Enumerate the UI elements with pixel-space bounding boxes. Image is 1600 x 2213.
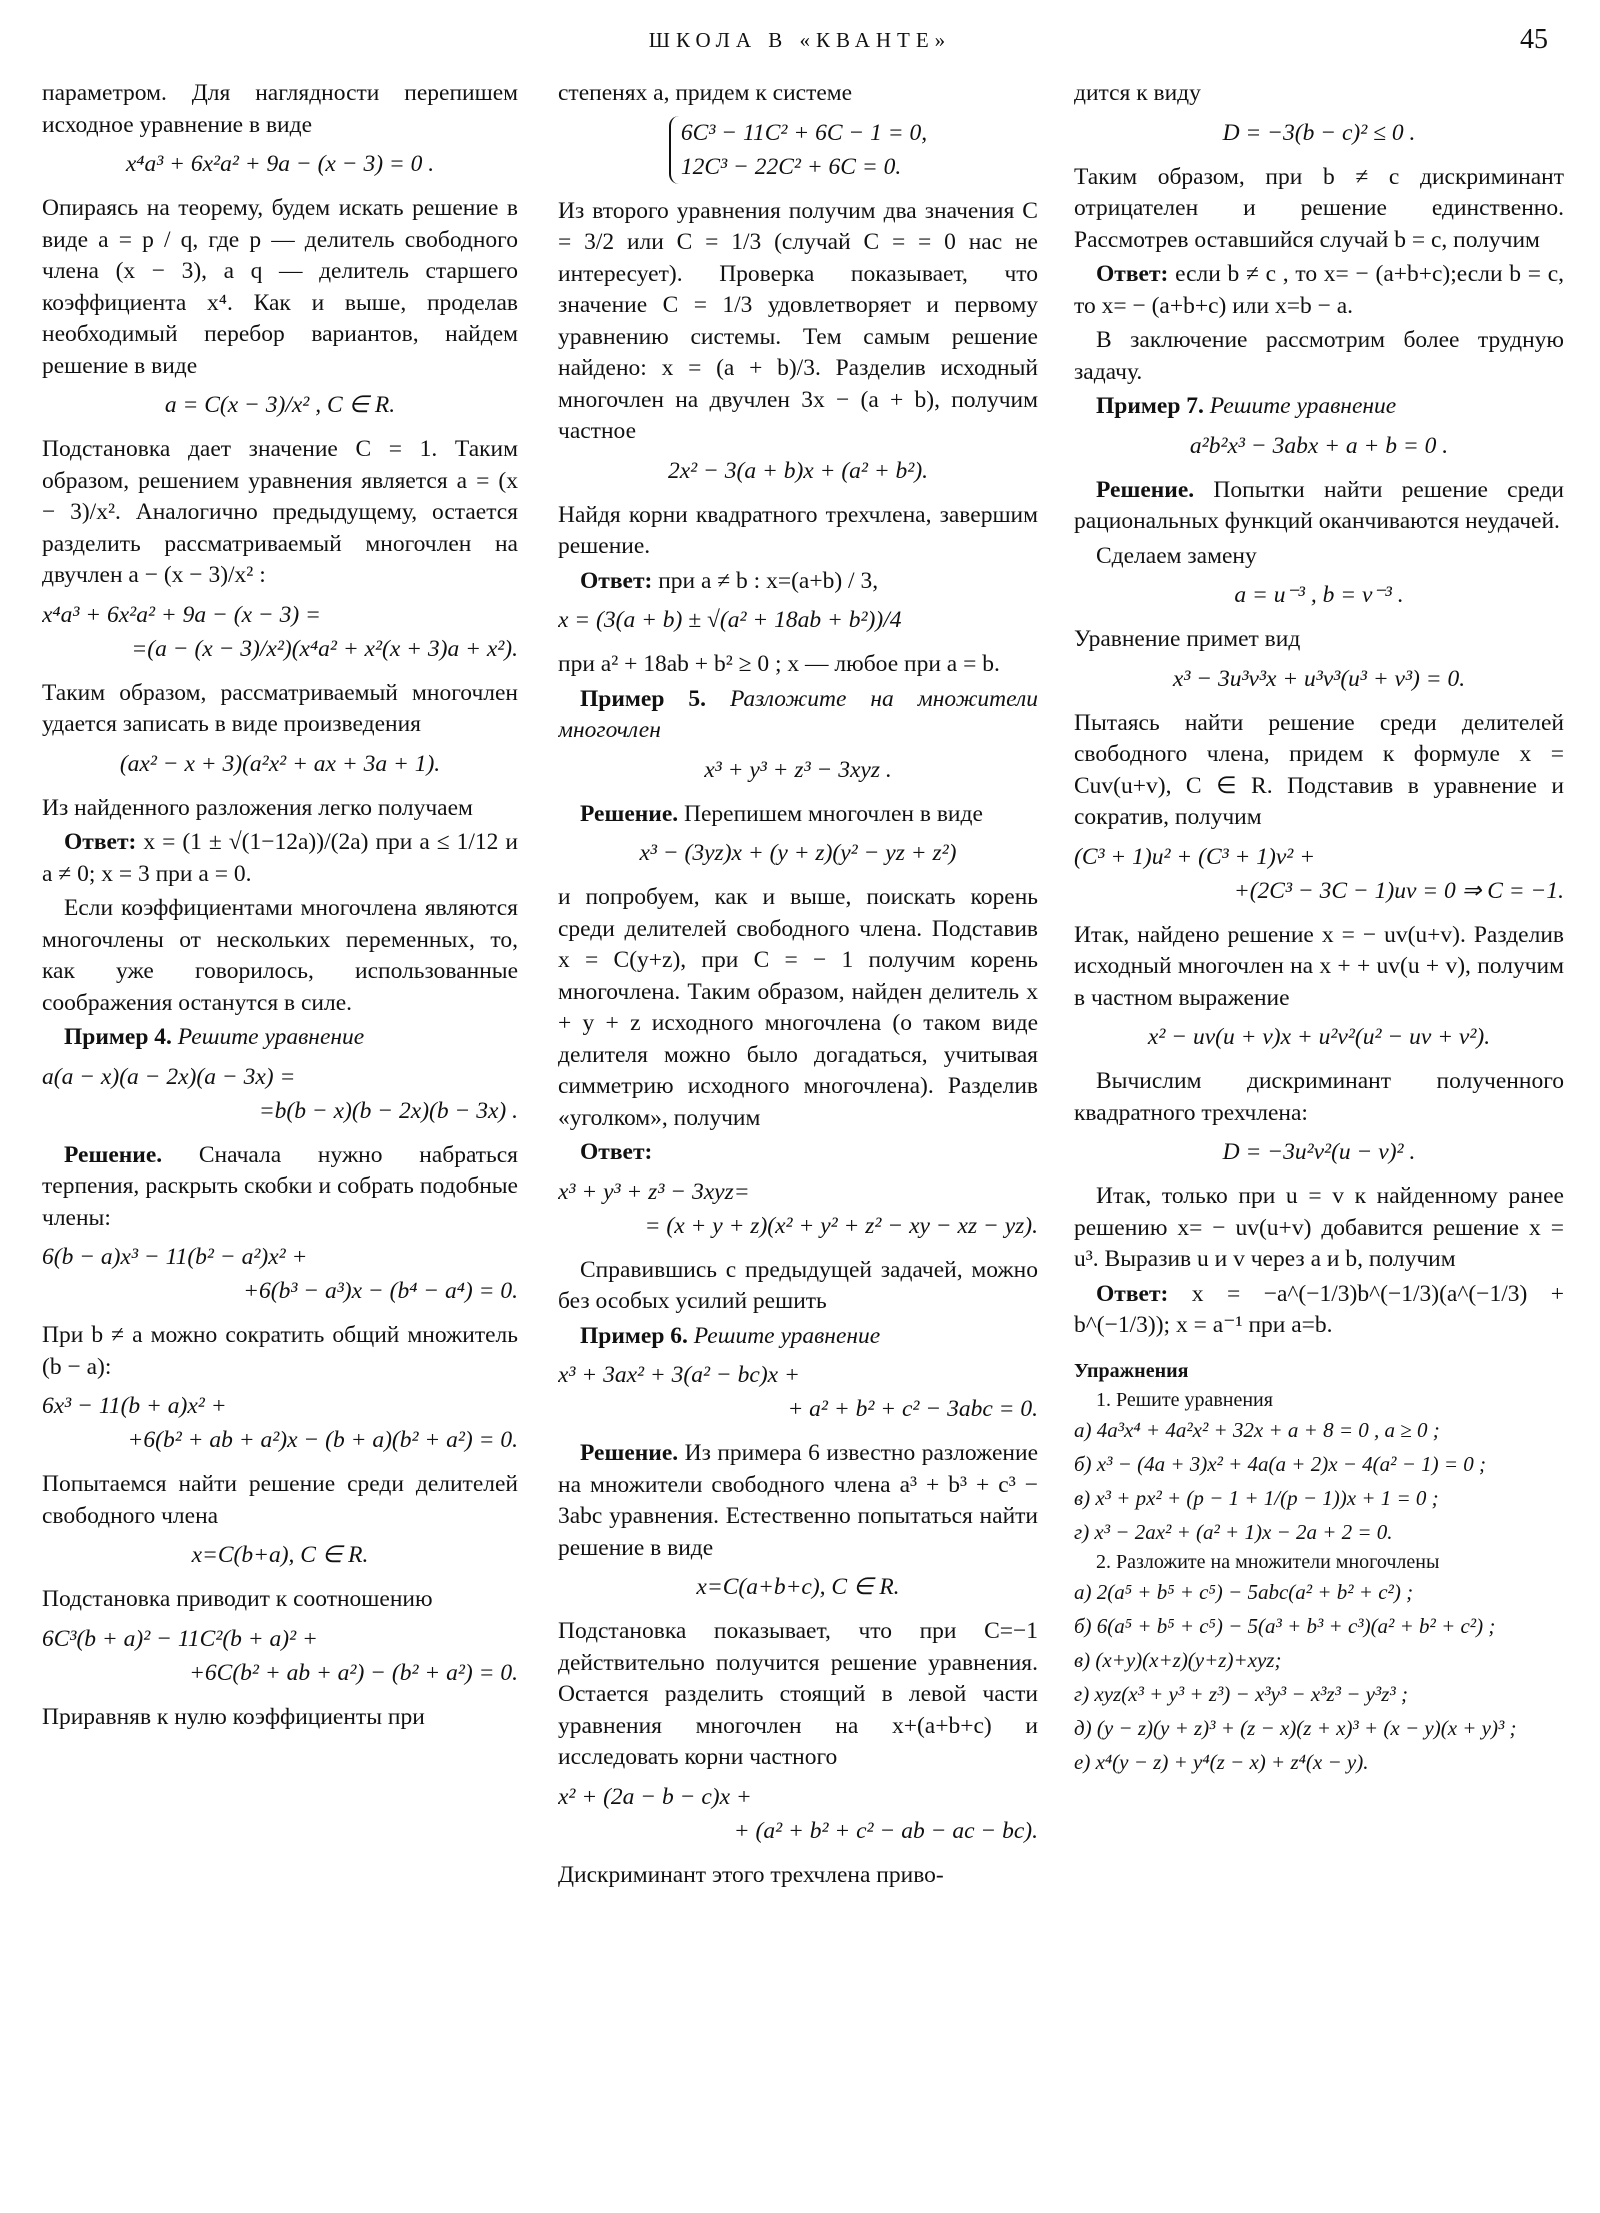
equation: x = (3(a + b) ± √(a² + 18ab + b²))/4 — [558, 607, 902, 633]
paragraph: и попробуем, как и выше, поискать корень среди делителей свободного члена. Подставив x = C(y+z), при C = − 1 получим корень многочлена. Таким образом, найден делитель x + y + z исходного многочлена (о таком виде делителя можно было догадаться, учитывая симметрию исходного многочлена). Разделив «уголком», получим — [558, 884, 1038, 1131]
answer-text: x = −a^(−1/3)b^(−1/3)(a^(−1/3) + b^(−1/3)); x = a⁻¹ при a=b. — [1074, 1280, 1564, 1338]
exercise-item: а) 4a³x⁴ + 4a²x² + 32x + a + 8 = 0 , a ≥ 0 ; — [1074, 1418, 1440, 1442]
equation-line: (C³ + 1)u² + (C³ + 1)v² + — [1074, 843, 1316, 870]
equation-line: 6C³ − 11C² + 6C − 1 = 0, — [680, 119, 928, 146]
example-text: Решите уравнение — [1209, 393, 1397, 419]
answer — [42, 827, 518, 890]
answer-text: x = (1 ± √(1−12a))/(2a) при a ≤ 1/12 и a ≠ 0; x = 3 при a = 0. — [42, 829, 518, 887]
equation-line: + a² + b² + c² − 3abc = 0. — [787, 1396, 1038, 1422]
paragraph: При b ≠ a можно сократить общий множитель (b − a): — [42, 1322, 518, 1380]
paragraph: Справившись с предыдущей задачей, можно без особых усилий решить — [558, 1256, 1038, 1314]
equation: a²b²x³ − 3abx + a + b = 0 . — [1189, 432, 1449, 459]
paragraph: дится к виду — [1074, 80, 1201, 106]
example-text: Решите уравнение — [693, 1322, 881, 1349]
equation-line: 6C³(b + a)² − 11C²(b + a)² + — [42, 1625, 318, 1652]
equation: x=C(a+b+c), C ∈ R. — [696, 1574, 900, 1600]
equation — [1074, 840, 1564, 908]
example-label: Пример 4. — [64, 1024, 172, 1050]
paragraph: Дискриминант этого трехчлена приво- — [558, 1861, 944, 1888]
equation: a = u⁻³ , b = v⁻³ . — [1234, 582, 1404, 608]
equation: x=C(b+a), C ∈ R. — [191, 1542, 369, 1568]
equation: x² − uv(u + v)x + u²v²(u² − uv + v²). — [1147, 1024, 1491, 1050]
solution-text: Из примера 6 известно разложение на множители свободного члена a³ + b³ + c³ − 3abc уравнения. Естественно попытаться найти решение в виде — [558, 1440, 1038, 1561]
paragraph: Итак, только при u = v к найденному ранее решению x= − uv(u+v) добавится решение x = u³. Выразив u и v через a и b, получим — [1074, 1183, 1564, 1272]
solution — [558, 799, 1038, 831]
solution — [42, 1140, 518, 1235]
equation-line: + (a² + b² + c² − ab − ac − bc). — [733, 1817, 1038, 1844]
equation — [558, 1175, 1038, 1243]
paragraph: Попытаемся найти решение среди делителей свободного члена — [42, 1471, 518, 1529]
example-text: Разложите на множители многочлен — [558, 685, 1038, 743]
solution-text: Сначала нужно набраться терпения, раскрыть скобки и собрать подобные члены: — [42, 1141, 518, 1231]
paragraph: Из второго уравнения получим два значения C = 3/2 или C = 1/3 (случай C = = 0 нас не интересует). Проверка показывает, что значение C = 1/3 удовлетворяет и первому уравнению системы. Тем самым решение найдено: x = (a + b)/3. Разделив исходный многочлен на двучлен 3x − (a + b), получим частное — [558, 197, 1038, 444]
paragraph: степенях a, придем к системе — [558, 80, 853, 106]
paragraph: Таким образом, при b ≠ c дискриминант отрицателен и решение единственно. Рассмотрев оставшийся случай b = c, получим — [1074, 163, 1564, 253]
answer-text: при a ≠ b : x=(a+b) / 3, — [658, 567, 879, 594]
equation: x⁴a³ + 6x²a² + 9a − (x − 3) = 0 . — [125, 151, 435, 177]
answer — [1074, 1279, 1564, 1342]
paragraph: В заключение рассмотрим более трудную задачу. — [1074, 327, 1564, 385]
answer-label: Ответ: — [580, 567, 653, 594]
equation-line: x² + (2a − b − c)x + — [558, 1783, 752, 1810]
example-heading — [42, 1022, 518, 1054]
solution-label: Решение. — [64, 1141, 163, 1168]
exercise-item: г) x³ − 2ax² + (a² + 1)x − 2a + 2 = 0. — [1074, 1520, 1393, 1544]
solution-text: Попытки найти решение среди рациональных функций оканчиваются неудачей. — [1074, 476, 1564, 534]
equation: x³ − 3u³v³x + u³v³(u³ + v³) = 0. — [1172, 665, 1466, 692]
example-heading — [558, 684, 1038, 747]
equation-line: x⁴a³ + 6x²a² + 9a − (x − 3) = — [42, 601, 321, 628]
example-text: Решите уравнение — [177, 1024, 365, 1050]
paragraph: Опираясь на теорему, будем искать решение в виде a = p / q, где p — делитель свободного члена (x − 3), а q — делитель старшего коэффициента x⁴. Как и выше, проделав необходимый перебор вариантов, найдем решение в виде — [42, 195, 518, 379]
equation-line: x³ + 3ax² + 3(a² − bc)x + — [558, 1362, 800, 1388]
paragraph: Итак, найдено решение x = − uv(u+v). Разделив исходный многочлен на x + + uv(u + v), получим в частном выражение — [1074, 921, 1564, 1011]
exercise-item: б) x³ − (4a + 3)x² + 4a(a + 2)x − 4(a² − 1) = 0 ; — [1074, 1452, 1487, 1476]
equation: x³ + y³ + z³ − 3xyz . — [704, 756, 892, 783]
answer-label: Ответ: — [580, 1139, 653, 1165]
exercise-item: д) (y − z)(y + z)³ + (z − x)(z + x)³ + (x − y)(x + y)³ ; — [1074, 1716, 1517, 1740]
example-label: Пример 7. — [1096, 393, 1204, 419]
equation-line: +(2C³ − 3C − 1)uv = 0 ⇒ C = −1. — [1233, 877, 1564, 904]
paragraph: Таким образом, рассматриваемый многочлен удается записать в виде произведения — [42, 679, 518, 737]
example-heading — [558, 1321, 1038, 1353]
paragraph: Сделаем замену — [1096, 542, 1257, 569]
equation: a = C(x − 3)/x² , C ∈ R. — [164, 392, 396, 418]
answer — [558, 566, 1038, 598]
example-heading — [1074, 391, 1564, 423]
equation: D = −3(b − c)² ≤ 0 . — [1222, 119, 1416, 146]
equation — [42, 1622, 518, 1690]
exercise-item: г) xyz(x³ + y³ + z³) − x³y³ − x³z³ − y³z³ ; — [1074, 1682, 1408, 1706]
paragraph: Уравнение примет вид — [1074, 626, 1301, 652]
solution — [558, 1438, 1038, 1564]
equation-line: 6(b − a)x³ − 11(b² − a²)x² + — [42, 1244, 308, 1270]
answer-text: если b ≠ c , то x= − (a+b+c);если b = c, то x= − (a+b+c) или x=b − a. — [1074, 261, 1564, 319]
paragraph: Из найденного разложения легко получаем — [42, 794, 473, 821]
equation — [42, 1240, 518, 1308]
running-title: ШКОЛА В «КВАНТЕ» — [648, 28, 952, 52]
paragraph: Подстановка показывает, что при C=−1 действительно получится решение уравнения. Остается разделить стоящий в левой части уравнения многочлен на x+(a+b+c) и исследовать корни частного — [558, 1618, 1038, 1770]
paragraph: Найдя корни квадратного трехчлена, завершим решение. — [558, 501, 1038, 559]
equation — [42, 1060, 518, 1128]
answer-label: Ответ: — [1096, 261, 1169, 287]
exercises-title: Упражнения — [1074, 1359, 1189, 1382]
solution-label: Решение. — [580, 800, 679, 827]
solution-text: Перепишем многочлен в виде — [684, 800, 983, 827]
equation-line: x³ + y³ + z³ − 3xyz= — [558, 1178, 750, 1205]
answer-label: Ответ: — [64, 829, 137, 855]
paragraph: Если коэффициентами многочлена являются многочлены от нескольких переменных, то, как уже говорилось, использованные соображения останутся в силе. — [42, 895, 518, 1016]
paragraph: параметром. Для наглядности перепишем исходное уравнение в виде — [42, 80, 518, 138]
example-label: Пример 5. — [580, 685, 706, 712]
answer-label-line — [558, 1137, 1038, 1169]
equation-system — [558, 116, 1038, 184]
column-3 — [1074, 78, 1564, 2188]
exercise-heading: 2. Разложите на множители многочлены — [1096, 1551, 1440, 1573]
equation-line: +6(b² + ab + a²)x − (b + a)(b² + a²) = 0. — [127, 1427, 518, 1453]
paragraph: при a² + 18ab + b² ≥ 0 ; x — любое при a = b. — [558, 651, 1000, 677]
equation: D = −3u²v²(u − v)² . — [1222, 1139, 1416, 1165]
equation-line: a(a − x)(a − 2x)(a − 3x) = — [42, 1063, 296, 1090]
equation-line: 12C³ − 22C² + 6C = 0. — [680, 153, 902, 180]
equation-line: = (x + y + z)(x² + y² + z² − xy − xz − yz). — [644, 1212, 1038, 1239]
exercise-item: е) x⁴(y − z) + y⁴(z − x) + z⁴(x − y). — [1074, 1750, 1369, 1774]
equation: (ax² − x + 3)(a²x² + ax + 3a + 1). — [119, 750, 441, 777]
equation-line: +6C(b² + ab + a²) − (b² + a²) = 0. — [189, 1659, 518, 1686]
paragraph: Подстановка дает значение C = 1. Таким образом, решением уравнения является a = (x − 3)/x². Аналогично предыдущему, остается разделить рассматриваемый многочлен на двучлен a − (x − 3)/x² : — [42, 436, 518, 588]
column-1 — [42, 78, 518, 2188]
equation — [558, 1358, 1038, 1426]
solution — [1074, 475, 1564, 538]
solution-label: Решение. — [580, 1440, 679, 1466]
answer — [1074, 259, 1564, 322]
equation — [42, 1389, 518, 1457]
equation-line: +6(b³ − a³)x − (b⁴ − a⁴) = 0. — [243, 1278, 518, 1304]
equation-line: 6x³ − 11(b + a)x² + — [42, 1393, 227, 1419]
equation: x³ − (3yz)x + (y + z)(y² − yz + z²) — [639, 840, 957, 866]
equation — [42, 598, 518, 666]
exercise-heading: 1. Решите уравнения — [1096, 1389, 1273, 1411]
answer-label: Ответ: — [1096, 1280, 1169, 1307]
paragraph: Подстановка приводит к соотношению — [42, 1586, 433, 1612]
paragraph: Пытаясь найти решение среди делителей свободного члена, придем к формуле x = Cuv(u+v), C ∈ R. Подставив в уравнение и сократив, получим — [1074, 709, 1564, 830]
exercise-item: б) 6(a⁵ + b⁵ + c⁵) − 5(a³ + b³ + c³)(a² + b² + c²) ; — [1074, 1614, 1496, 1638]
equation-line: =(a − (x − 3)/x²)(x⁴a² + x²(x + 3)a + x²). — [131, 635, 518, 662]
equation-line: =b(b − x)(b − 2x)(b − 3x) . — [258, 1097, 518, 1124]
column-2 — [558, 78, 1038, 2188]
exercise-item: в) x³ + px² + (p − 1 + 1/(p − 1))x + 1 = 0 ; — [1074, 1486, 1439, 1510]
page-number: 45 — [1520, 24, 1548, 55]
paragraph: Вычислим дискриминант полученного квадратного трехчлена: — [1074, 1068, 1564, 1126]
equation — [558, 1780, 1038, 1848]
equation: 2x² − 3(a + b)x + (a² + b²). — [667, 457, 929, 484]
example-label: Пример 6. — [580, 1322, 688, 1349]
exercise-item: в) (x+y)(x+z)(y+z)+xyz; — [1074, 1648, 1282, 1672]
system-brace — [669, 116, 927, 184]
paragraph: Приравняв к нулю коэффициенты при — [42, 1703, 425, 1730]
solution-label: Решение. — [1096, 476, 1195, 503]
exercise-item: а) 2(a⁵ + b⁵ + c⁵) − 5abc(a² + b² + c²) ; — [1074, 1580, 1414, 1604]
